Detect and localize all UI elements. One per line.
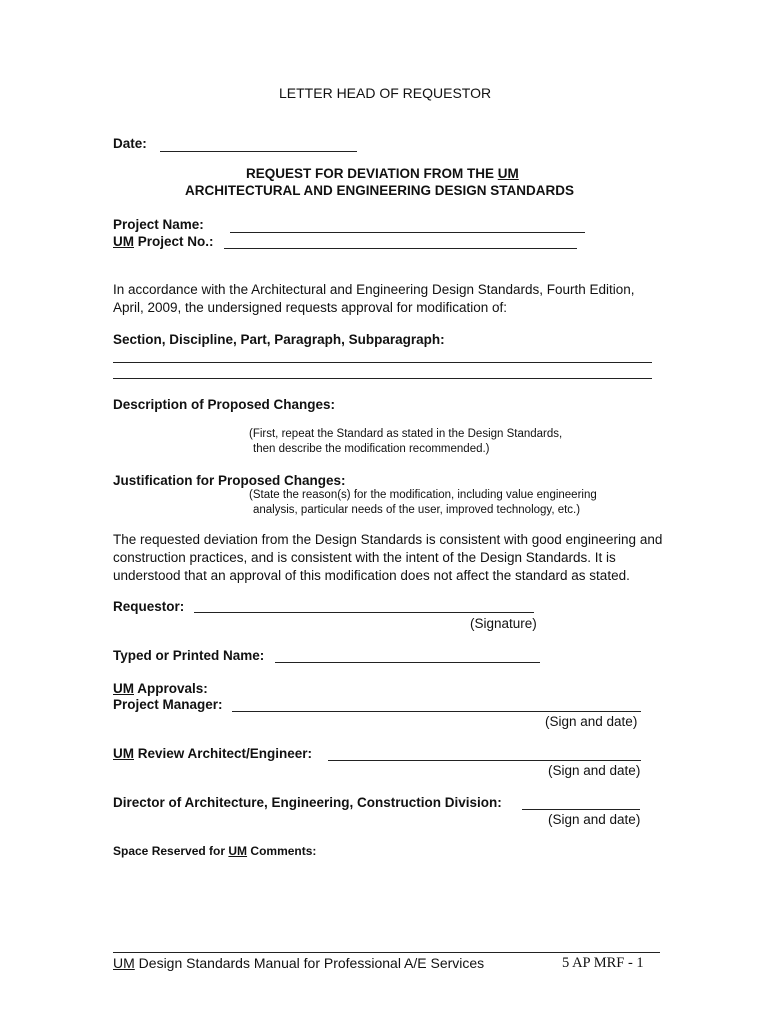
um-abbrev: UM (113, 746, 134, 761)
description-note-2: then describe the modification recommended.) (253, 443, 490, 455)
project-manager-line (232, 711, 641, 712)
comments-prefix: Space Reserved for (113, 844, 229, 858)
um-approvals-label (113, 681, 208, 696)
consistency-paragraph: The requested deviation from the Design Standards is consistent with good engineering and construction practices, and is consistent with the intent of the Design Standards. It is understood that an approval of this modification does not affect the standard as stated. (113, 532, 663, 583)
section-label: Section, Discipline, Part, Paragraph, Subparagraph: (113, 332, 445, 347)
sign-date-note-2: (Sign and date) (548, 763, 641, 778)
signature-note: (Signature) (470, 616, 537, 631)
description-label: Description of Proposed Changes: (113, 397, 336, 412)
sign-date-note-1: (Sign and date) (545, 714, 638, 729)
project-no-text: Project No.: (134, 234, 214, 249)
um-project-no-label (113, 234, 214, 249)
description-note-1: (First, repeat the Standard as stated in the Design Standards, (249, 428, 563, 440)
um-abbrev: UM (228, 844, 248, 858)
intro-paragraph: In accordance with the Architectural and Engineering Design Standards, Fourth Edition, April, 2009, the undersigned requests approval for modification of: (113, 282, 635, 315)
requestor-label: Requestor: (113, 599, 185, 614)
requestor-signature-line (194, 612, 534, 613)
justification-label: Justification for Proposed Changes: (113, 473, 346, 488)
um-abbrev: UM (113, 681, 134, 696)
director-line (522, 809, 640, 810)
date-label: Date: (113, 136, 147, 151)
justification-note-2: analysis, particular needs of the user, improved technology, etc.) (253, 504, 581, 516)
section-line-1 (113, 362, 652, 363)
director-label: Director of Architecture, Engineering, Construction Division: (113, 795, 502, 810)
project-name-label: Project Name: (113, 217, 204, 232)
comments-label (113, 844, 316, 858)
footer-manual-text: Design Standards Manual for Professional A/E Services (134, 955, 485, 971)
typed-name-line (275, 662, 540, 663)
um-review-label (113, 746, 312, 761)
um-abbrev: UM (113, 955, 135, 971)
title-prefix: REQUEST FOR DEVIATION FROM THE (246, 166, 498, 181)
date-line (160, 151, 357, 152)
approvals-text: Approvals: (134, 681, 208, 696)
um-abbrev: UM (113, 234, 134, 249)
letterhead: LETTER HEAD OF REQUESTOR (279, 85, 492, 101)
title-um: UM (497, 166, 519, 181)
page-number: 5 AP MRF - 1 (562, 955, 644, 971)
typed-name-label: Typed or Printed Name: (113, 648, 265, 663)
sign-date-note-3: (Sign and date) (548, 812, 641, 827)
project-name-line (230, 232, 585, 233)
justification-note-1: (State the reason(s) for the modification, including value engineering (249, 489, 597, 501)
title-line-1 (246, 166, 519, 181)
review-text: Review Architect/Engineer: (134, 746, 313, 761)
footer-rule (113, 952, 660, 953)
project-no-line (224, 248, 577, 249)
title-line-2: ARCHITECTURAL AND ENGINEERING DESIGN STANDARDS (185, 183, 575, 198)
footer-manual-title (113, 955, 484, 971)
project-manager-label: Project Manager: (113, 697, 223, 712)
comments-suffix: Comments: (247, 844, 317, 858)
section-line-2 (113, 378, 652, 379)
um-review-line (328, 760, 641, 761)
